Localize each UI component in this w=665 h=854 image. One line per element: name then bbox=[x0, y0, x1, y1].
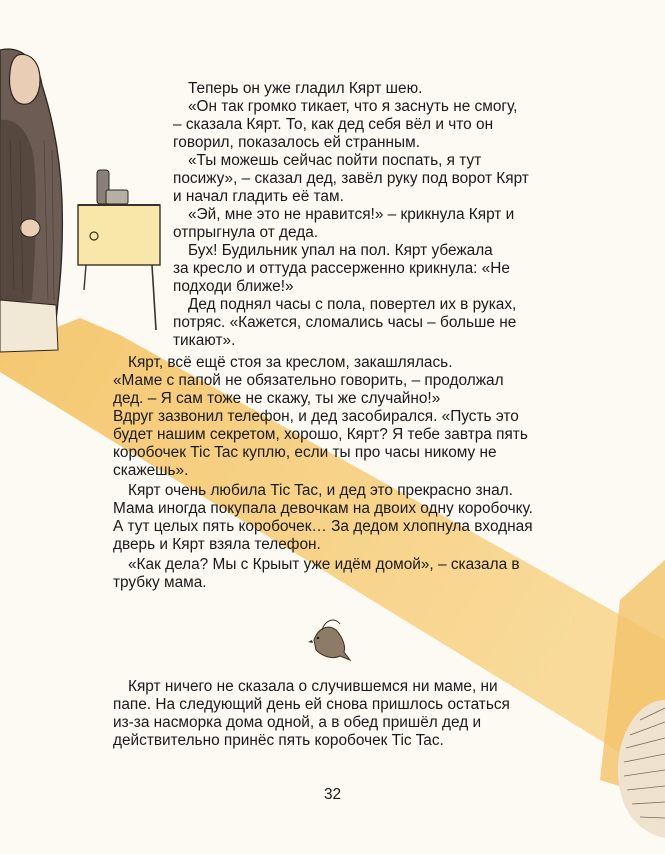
text-line: «Ты можешь сейчас пойти поспать, я тут bbox=[188, 152, 482, 169]
text-line: Мама иногда покупала девочкам на двоих одну коробочку. bbox=[113, 500, 533, 517]
text-line: трубку мама. bbox=[113, 574, 207, 591]
text-line: – сказала Кярт. То, как дед себя вёл и что он bbox=[173, 116, 494, 133]
text-line: говорил, показалось ей странным. bbox=[173, 134, 420, 151]
text-line: посижу», – сказал дед, завёл руку под ворот Кярт bbox=[173, 170, 529, 187]
text-line: отпрыгнула от деда. bbox=[173, 224, 319, 241]
text-line: тикают». bbox=[173, 332, 236, 349]
text-line: из-за насморка дома одной, а в обед пришёл дед и bbox=[113, 714, 482, 731]
text-line: «Он так громко тикает, что я заснуть не смогу, bbox=[188, 98, 518, 115]
text-line: Бух! Будильник упал на пол. Кярт убежала bbox=[188, 242, 493, 259]
telephone-icon bbox=[97, 170, 128, 204]
text-line: Кярт очень любила Tic Tac, и дед это прекрасно знал. bbox=[128, 482, 513, 499]
text-line: за кресло и оттуда рассерженно крикнула: «Не bbox=[173, 260, 510, 277]
text-line: Вдруг зазвонил телефон, и дед засобирался. «Пусть это bbox=[113, 408, 519, 425]
text-line: дед. – Я сам тоже не скажу, ты же случайно!» bbox=[113, 390, 441, 407]
text-line: Кярт ничего не сказала о случившемся ни маме, ни bbox=[128, 678, 498, 695]
text-line: действительно принёс пять коробочек Tic Tac. bbox=[113, 732, 444, 749]
text-line: будет нашим секретом, хорошо, Кярт? Я тебе завтра пять bbox=[113, 426, 528, 443]
grandfather-figure bbox=[0, 49, 62, 352]
text-line: потряс. «Кажется, сломались часы – больше не bbox=[173, 314, 517, 331]
text-line: дверь и Кярт взяла телефон. bbox=[113, 536, 321, 553]
text-line: коробочек Tic Tac куплю, если ты про часы никому не bbox=[113, 444, 497, 461]
text-line: Дед поднял часы с пола, повертел их в руках, bbox=[188, 296, 517, 313]
text-line: и начал гладить её там. bbox=[173, 188, 344, 205]
sparrow-bird-icon bbox=[308, 620, 350, 660]
text-line: Теперь он уже гладил Кярт шею. bbox=[188, 80, 423, 97]
text-line: скажешь». bbox=[113, 462, 189, 479]
text-line: подходи ближе!» bbox=[173, 278, 294, 295]
page-number: 32 bbox=[323, 786, 342, 803]
text-line: «Маме с папой не обязательно говорить, – продолжал bbox=[113, 372, 504, 389]
text-line: «Как дела? Мы с Крыыт уже идём домой», – сказала в bbox=[128, 556, 520, 573]
side-table bbox=[78, 205, 160, 330]
text-line: «Эй, мне это не нравится!» – крикнула Кярт и bbox=[188, 206, 515, 223]
text-line: А тут целых пять коробочек… За дедом хлопнула входная bbox=[113, 518, 533, 535]
text-line: папе. На следующий день ей снова пришлось остаться bbox=[113, 696, 510, 713]
text-line: Кярт, всё ещё стоя за креслом, закашлялась. bbox=[128, 354, 453, 371]
